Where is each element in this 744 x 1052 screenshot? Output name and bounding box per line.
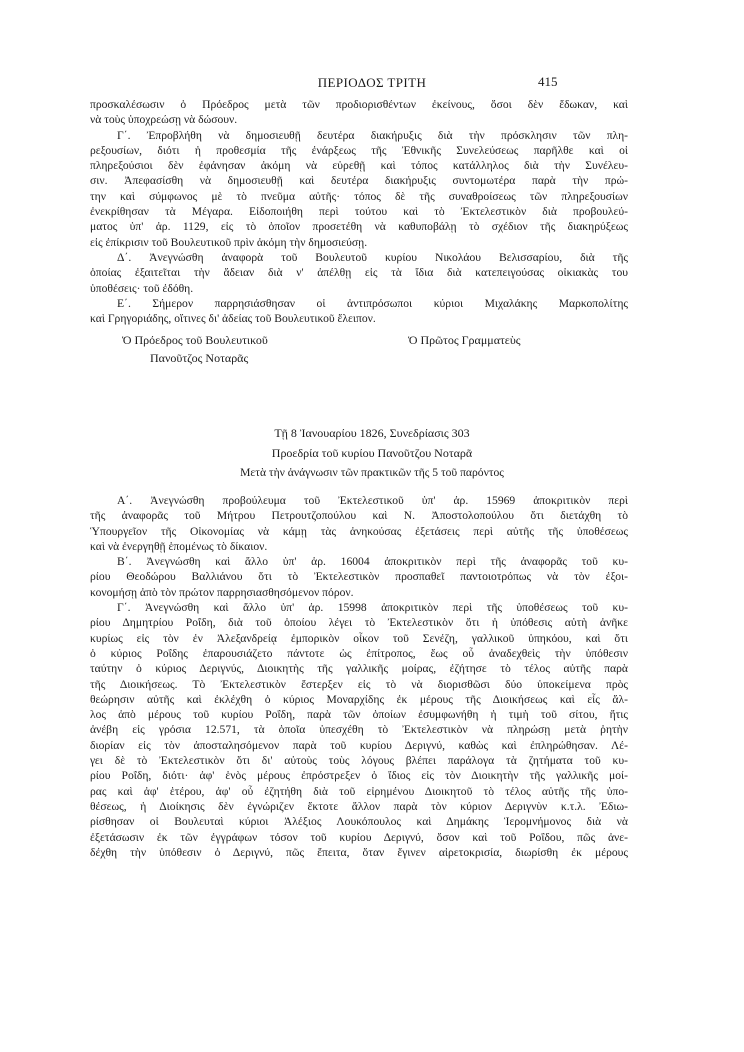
text-line: τῆς ἀναφορᾶς τοῦ Μήτρου Πετρουτζοπούλου καὶ Ν. Ἀποστολοπούλου ὅτι διετάχθη τὸ [90,509,628,523]
president-signature-name: Πανοῦτζος Νοταρᾶς [150,351,249,365]
text-line: Γ΄. Ἐπροβλήθη νὰ δημοσιευθῇ δευτέρα διακήρυξις διὰ τὴν πρόσκλησιν τῶν πλη- [117,128,628,142]
text-line: Ε΄. Σήμερον παρρησιάσθησαν οἱ ἀντιπρόσωποι κύριοι Μιχαλάκης Μαρκοπολίτης [117,296,628,310]
text-line: νὰ τοὺς ὑποχρεώσῃ νὰ δώσουν. [90,113,238,127]
bottom-paragraphs [90,493,628,860]
text-line: ἀνέβη εἰς γρόσια 12.571, τὰ ὁποῖα ὑπεσχέθη τὸ Ἐκτελεστικὸν νὰ πληρώσῃ μετὰ ῥητὴν [90,723,628,737]
text-line: δέχθη τὴν ὑπόθεσιν ὁ Δεριγνύ, πῶς ἔπειτα, ὅταν ἔγινεν αἱρετοκρισία, διωρίσθη ἐκ μέρους [90,845,628,859]
text-line: ρας καὶ ἀφ' ἑτέρου, ἀφ' οὗ ἐζητήθη διὰ τοῦ εἰρημένου Διοικητοῦ τὸ τέλος αὐτῆς τῆς ὑπο- [90,784,628,798]
text-line: ὑποθέσεις· τοῦ ἐδόθη. [90,281,194,295]
text-line: ματος ὑπ' ἀρ. 1129, εἰς τὸ ὁποῖον προσετέθη νὰ καθυποβάλῃ τὸ σχέδιον τῆς διακηρύξεως [90,220,628,234]
text-line: την καὶ σύμφωνος μὲ τὸ πνεῦμα αὐτῆς· τόπος δὲ τῆς συναθροίσεως τῶν πληρεξουσίων [90,189,628,203]
text-line: κυρίως εἰς τὸν ἐν Ἀλεξανδρείᾳ ἐμπορικὸν οἶκον τοῦ Σενέζη, γαλλικοῦ ὑπηκόου, καὶ ὅτι [90,631,628,645]
text-line: ρίου Θεοδώρου Βαλλιάνου ὅτι τὸ Ἐκτελεστικὸν προσπαθεῖ παντοιοτρόπως νὰ τὸν ἐξοι- [90,570,628,584]
text-line: ἐνεκρίθησαν τὰ Μέγαρα. Εἰδοποιήθη περὶ τούτου καὶ τὸ Ἐκτελεστικὸν διὰ προβουλεύ- [90,205,628,219]
top-paragraphs [90,97,628,326]
text-line: καὶ Γρηγοριάδης, οἵτινες δι' ἀδείας τοῦ Βουλευτικοῦ ἔλειπον. [90,312,376,326]
text-line: θεώρησιν αὐτῆς καὶ ἐκλέχθη ὁ κύριος Μοναρχίδης ἐκ μέρους τῆς Διοικήσεως καὶ εἷς ἄλ- [90,692,628,706]
text-line: προσκαλέσωσιν ὁ Πρόεδρος μετὰ τῶν προδιορισθέντων ἐκείνους, ὅσοι δὲν ἔδωκαν, καὶ [90,98,628,111]
text-line: ὁποίας ἐξαιτεῖται τὴν ἄδειαν διὰ ν' ἀπέλθῃ εἰς τὰ ἴδια διὰ κατεπειγούσας οἰκιακὰς του [90,266,628,280]
text-line: Β΄. Ἀνεγνώσθη καὶ ἄλλο ὑπ' ἀρ. 16004 ἀποκριτικὸν περὶ τῆς ἀναφορᾶς τοῦ κυ- [117,555,628,569]
text-line: Α΄. Ἀνεγνώσθη προβούλευμα τοῦ Ἐκτελεστικοῦ ὑπ' ἀρ. 15969 ἀποκριτικὸν περὶ [117,494,628,507]
text-line: πληρεξούσιοι δὲν ἐφάνησαν ἀκόμη νὰ εὑρεθῇ καὶ τόπος κατάλληλος διὰ τὴν Συνέλευ- [90,159,628,173]
text-line: σιν. Ἀπεφασίσθη νὰ δημοσιευθῇ καὶ δευτέρα διακήρυξις συντομωτέρα παρὰ τὴν πρώ- [90,174,628,188]
running-header-title: ΠΕΡΙΟΔΟΣ ΤΡΙΤΗ [317,75,427,90]
text-line: ρεξουσίων, διότι ἡ προθεσμία τῆς ἐνάρξεως τῆς Ἐθνικῆς Συνελεύσεως παρῆλθε καὶ οἱ [90,143,628,157]
text-line: λος ἀπὸ μέρους τοῦ κυρίου Ροΐδη, παρὰ τῶν ὁποίων ἐσυμφωνήθη ἡ τιμὴ τοῦ σίτου, ἥτις [90,708,628,722]
secretary-signature-title: Ὁ Πρῶτος Γραμματεὺς [408,333,521,347]
text-line: καὶ νὰ ἐνεργηθῇ ἑπομένως τὸ δίκαιον. [90,539,268,553]
text-line: Ὑπουργεῖον τῆς Οἰκονομίας νὰ κάμῃ τὰς ἀνηκούσας ἐξετάσεις περὶ αὐτῆς τῆς ὑποθέσεως [90,524,628,538]
text-line: τῆς Διοικήσεως. Τὸ Ἐκτελεστικὸν ἔστερξεν εἰς τὸ νὰ διορισθῶσι δύο ὑποκείμενα πρὸς [90,677,628,691]
text-line: διορίαν εἰς τὸν ἀποσταλησόμενον παρὰ τοῦ κυρίου Δεριγνύ, καθὼς καὶ ἐπληρώθησαν. Λέ- [90,738,628,752]
text-line: ρίσθησαν οἱ Βουλευταὶ κύριοι Ἀλέξιος Λουκόπουλος καὶ Δημάκης Ἱερομνήμονος διὰ νὰ [90,815,628,829]
session-presidency: Προεδρία τοῦ κυρίου Πανοῦτζου Νοταρᾶ [271,446,473,460]
president-signature-title: Ὁ Πρόεδρος τοῦ Βουλευτικοῦ [122,333,268,347]
page-number: 415 [538,74,558,89]
text-line: ἐξετάσωσιν ἐκ τῶν ἐγγράφων τόσον τοῦ κυρίου Δεριγνύ, ὅσον καὶ τοῦ Ροΐδου, πῶς ἀνε- [90,830,628,844]
text-line: γει δὲ τὸ Ἐκτελεστικὸν ὅτι δι' αὐτοὺς τοὺς λόγους βλέπει παράλογα τὰ ζητήματα τοῦ κυ- [90,754,628,768]
text-line: κονομήσῃ ἀπὸ τὸν πρώτον παρρησιασθησόμενον πόρον. [90,585,354,599]
text-line: Δ΄. Ἀνεγνώσθη ἀναφορὰ τοῦ Βουλευτοῦ κυρίου Νικολάου Βελισσαρίου, διὰ τῆς [117,250,628,264]
text-line: Γ΄. Ἀνεγνώσθη καὶ ἄλλο ὑπ' ἀρ. 15998 ἀποκριτικὸν περὶ τῆς ὑποθέσεως τοῦ κυ- [117,601,628,615]
text-line: θέσεως, ἡ Διοίκησις δὲν ἐγνώριζεν ἔκτοτε ἄλλον παρὰ τὸν κύριον Δεριγνὺν κ.τ.λ. Ἐδιω- [90,799,628,813]
text-line: εἰς ἐπίκρισιν τοῦ Βουλευτικοῦ πρὶν ἀκόμη τὴν δημοσιεύσῃ. [90,235,368,249]
text-line: ὁ κύριος Ροΐδης ἐπαρουσιάζετο πάντοτε ὡς ἐπίτροπος, ἕως οὗ ἀναδεχθεὶς τὴν ὑπόθεσιν [90,646,628,660]
session-reading-note: Μετὰ τὴν ἀνάγνωσιν τῶν πρακτικῶν τῆς 5 τοῦ παρόντος [240,466,504,479]
text-line: ρίου Δημητρίου Ροΐδη, διὰ τοῦ ὁποίου λέγει τὸ Ἐκτελεστικὸν ὅτι ἡ ὑπόθεσις αὐτὴ ἀνῆκε [90,616,628,630]
session-heading: Τῇ 8 Ἰανουαρίου 1826, Συνεδρίασις 303 [274,426,470,440]
text-line: ρίου Ροΐδη, διότι· ἀφ' ἑνὸς μέρους ἐπρόστρεξεν ὁ ἴδιος εἰς τὸν Διοικητὴν τῆς γαλλικῆς μοί- [90,769,628,783]
text-line: ταύτην ὁ κύριος Δεριγνύς, Διοικητὴς τῆς γαλλικῆς μοίρας, ἐζήτησε τὸ τέλος αὐτῆς παρὰ [90,662,628,676]
